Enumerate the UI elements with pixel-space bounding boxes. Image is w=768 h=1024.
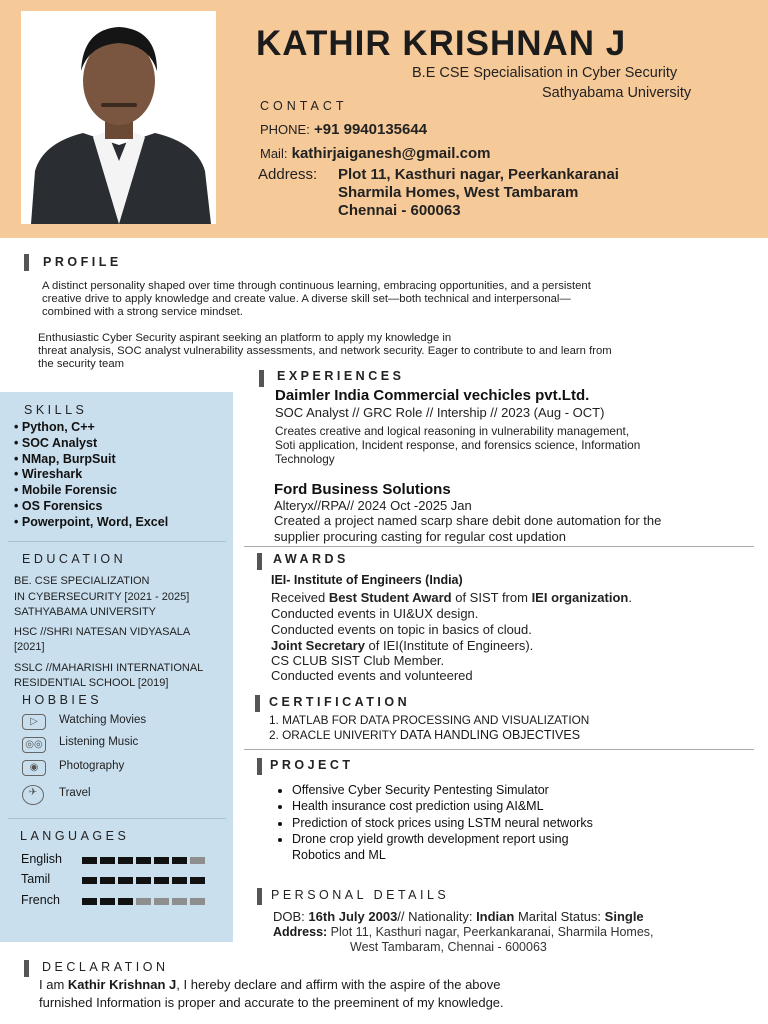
- hobby-item: Listening Music: [59, 736, 139, 748]
- section-divider: [244, 546, 754, 547]
- address-line-3: Chennai - 600063: [338, 202, 461, 219]
- language-level-block: [154, 877, 169, 884]
- declaration-line: I am Kathir Krishnan J, I hereby declare and affirm with the aspire of the above: [39, 977, 501, 992]
- language-level-block: [100, 877, 115, 884]
- phone-row: [260, 121, 427, 138]
- sidebar-divider: [8, 818, 226, 819]
- language-level-block: [172, 857, 187, 864]
- profile-paragraph-2: [38, 332, 763, 371]
- profile-paragraph-1: [42, 280, 742, 319]
- language-level-french: [82, 898, 205, 905]
- award-line: Conducted events on topic in basics of cloud.: [271, 622, 532, 637]
- awards-heading: AWARDS: [273, 552, 349, 566]
- personal-address: Address: Plot 11, Kasthuri nagar, Peerkankaranai, Sharmila Homes,: [273, 925, 654, 939]
- profile-heading: PROFILE: [43, 255, 122, 269]
- language-level-block: [82, 877, 97, 884]
- profile-photo: [21, 11, 216, 224]
- language-level-block: [100, 857, 115, 864]
- certification-line: 1. MATLAB FOR DATA PROCESSING AND VISUALIZATION: [269, 713, 590, 727]
- language-level-block: [136, 857, 151, 864]
- address-label: Address:: [258, 166, 318, 183]
- profile-heading-bar: [24, 254, 29, 271]
- declaration-line: furnished Information is proper and accurate to the preeminent of my knowledge.: [39, 995, 504, 1010]
- profile-p1-line3: combined with a strong service mindset.: [42, 306, 243, 318]
- certification-line: 2. ORACLE UNIVERITY DATA HANDLING OBJECTIVES: [269, 728, 581, 742]
- skill-item: • NMap, BurpSuit: [14, 451, 116, 466]
- movie-icon: ▷: [22, 714, 46, 730]
- language-level-block: [118, 898, 133, 905]
- education-line: RESIDENTIAL SCHOOL [2019]: [14, 677, 169, 689]
- education-line: BE. CSE SPECIALIZATION: [14, 575, 150, 587]
- declaration-heading: DECLARATION: [42, 960, 169, 974]
- award-line: CS CLUB SIST Club Member.: [271, 653, 445, 668]
- certification-heading: CERTIFICATION: [269, 695, 411, 709]
- skill-item: • Mobile Forensic: [14, 483, 118, 498]
- degree-line: B.E CSE Specialisation in Cyber Security: [412, 65, 678, 81]
- language-level-tamil: [82, 877, 205, 884]
- language-level-english: [82, 857, 205, 864]
- personal-heading-bar: [257, 888, 262, 905]
- address-value: [338, 166, 619, 220]
- hobby-item: Photography: [59, 760, 125, 772]
- language-level-block: [172, 877, 187, 884]
- education-line: SATHYABAMA UNIVERSITY: [14, 606, 157, 618]
- address-line-2: Sharmila Homes, West Tambaram: [338, 184, 579, 201]
- personal-address-line-2: West Tambaram, Chennai - 600063: [350, 940, 547, 954]
- mail-value: kathirjaiganesh@gmail.com: [291, 145, 491, 162]
- language-level-block: [154, 898, 169, 905]
- project-list: [274, 782, 593, 863]
- job1-desc-line: Soti application, Incident response, and forensics science, Information: [275, 438, 641, 452]
- university-line: Sathyabama University: [542, 85, 692, 101]
- skill-item: • Wireshark: [14, 467, 83, 482]
- job2-desc-line: supplier procuring casting for regular cost updation: [274, 529, 566, 544]
- section-divider: [244, 749, 754, 750]
- language-level-block: [118, 857, 133, 864]
- experiences-heading: EXPERIENCES: [277, 369, 405, 383]
- education-line: [2021]: [14, 641, 45, 653]
- camera-icon: ◉: [22, 760, 46, 776]
- job2-desc-line: Created a project named scarp share debit done automation for the: [274, 513, 662, 528]
- language-level-block: [82, 898, 97, 905]
- project-item: • Drone crop yield growth development report using: [292, 831, 593, 847]
- award-line: Conducted events and volunteered: [271, 668, 473, 683]
- hobbies-heading: HOBBIES: [22, 693, 103, 707]
- project-item: • Offensive Cyber Security Pentesting Simulator: [292, 782, 593, 798]
- awards-heading-bar: [257, 553, 262, 570]
- language-level-block: [100, 898, 115, 905]
- language-level-block: [172, 898, 187, 905]
- skill-item: • Powerpoint, Word, Excel: [14, 514, 169, 529]
- profile-p1-line1: A distinct personality shaped over time through continuous learning, embracing opportunities, and a persistent: [42, 280, 591, 292]
- skills-heading: SKILLS: [24, 403, 88, 417]
- certification-heading-bar: [255, 695, 260, 712]
- education-line: HSC //SHRI NATESAN VIDYASALA: [14, 625, 191, 638]
- profile-p2-line1: Enthusiastic Cyber Security aspirant seeking an platform to apply my knowledge in: [38, 332, 452, 344]
- job1-role: SOC Analyst // GRC Role // Intership // 2023 (Aug - OCT): [275, 405, 605, 420]
- plane-icon: ✈: [22, 785, 44, 805]
- skill-item: • Python, C++: [14, 420, 95, 434]
- project-heading: PROJECT: [270, 758, 354, 772]
- education-list: [14, 574, 203, 692]
- project-heading-bar: [257, 758, 262, 775]
- profile-p1-line2: creative drive to apply knowledge and create value. A diverse skill set—both technical and interpersonal—: [42, 293, 571, 305]
- language-level-block: [190, 898, 205, 905]
- experiences-heading-bar: [259, 370, 264, 387]
- hobby-item: Travel: [59, 787, 91, 799]
- profile-p2-line3: the security team: [38, 358, 125, 370]
- education-heading: EDUCATION: [22, 552, 127, 566]
- job1-company: Daimler India Commercial vechicles pvt.Ltd.: [275, 387, 590, 404]
- job1-description: [275, 424, 755, 466]
- skill-item: • SOC Analyst: [14, 435, 98, 450]
- job2-company: Ford Business Solutions: [274, 481, 451, 498]
- award-line: Conducted events in UI&UX design.: [271, 606, 479, 621]
- declaration-heading-bar: [24, 960, 29, 977]
- education-line: SSLC //MAHARISHI INTERNATIONAL: [14, 661, 204, 674]
- contact-heading: CONTACT: [260, 99, 348, 113]
- language-level-block: [154, 857, 169, 864]
- language-name: Tamil: [21, 872, 51, 886]
- job1-desc-line: Technology: [275, 452, 335, 466]
- skills-list: [14, 420, 168, 531]
- education-line: IN CYBERSECURITY [2021 - 2025]: [14, 590, 190, 603]
- award-line: Received Best Student Award of SIST from IEI organization.: [271, 590, 632, 605]
- hobby-item: Watching Movies: [59, 714, 147, 726]
- language-level-block: [190, 877, 205, 884]
- language-name: English: [21, 852, 62, 866]
- phone-value: +91 9940135644: [314, 121, 428, 138]
- project-item: • Prediction of stock prices using LSTM neural networks: [292, 815, 593, 831]
- languages-heading: LANGUAGES: [20, 829, 130, 843]
- address-line-1: Plot 11, Kasthuri nagar, Peerkankaranai: [338, 166, 619, 183]
- award-line: Joint Secretary of IEI(Institute of Engineers).: [271, 638, 534, 653]
- language-name: French: [21, 893, 60, 907]
- mail-label: Mail:: [260, 146, 288, 161]
- profile-p2-line2: threat analysis, SOC analyst vulnerability assessments, and network security. Eager to contribute to and learn from: [38, 345, 612, 357]
- personal-heading: PERSONAL DETAILS: [271, 888, 450, 902]
- personal-line: DOB: 16th July 2003// Nationality: Indian Marital Status: Single: [273, 909, 644, 924]
- job1-desc-line: Creates creative and logical reasoning in vulnerability management,: [275, 424, 630, 438]
- project-item: Robotics and ML: [292, 848, 386, 863]
- mail-row: [260, 145, 490, 162]
- project-item: • Health insurance cost prediction using AI&ML: [292, 798, 593, 814]
- phone-label: PHONE:: [260, 122, 310, 137]
- language-level-block: [118, 877, 133, 884]
- cassette-icon: ◎◎: [22, 737, 46, 753]
- candidate-name: KATHIR KRISHNAN J: [256, 24, 627, 63]
- language-level-block: [136, 898, 151, 905]
- language-level-block: [82, 857, 97, 864]
- sidebar-divider: [8, 541, 226, 542]
- job2-role: Alteryx//RPA// 2024 Oct -2025 Jan: [274, 498, 472, 513]
- awards-org: IEI- Institute of Engineers (India): [271, 573, 463, 587]
- language-level-block: [190, 857, 205, 864]
- skill-item: • OS Forensics: [14, 498, 103, 513]
- language-level-block: [136, 877, 151, 884]
